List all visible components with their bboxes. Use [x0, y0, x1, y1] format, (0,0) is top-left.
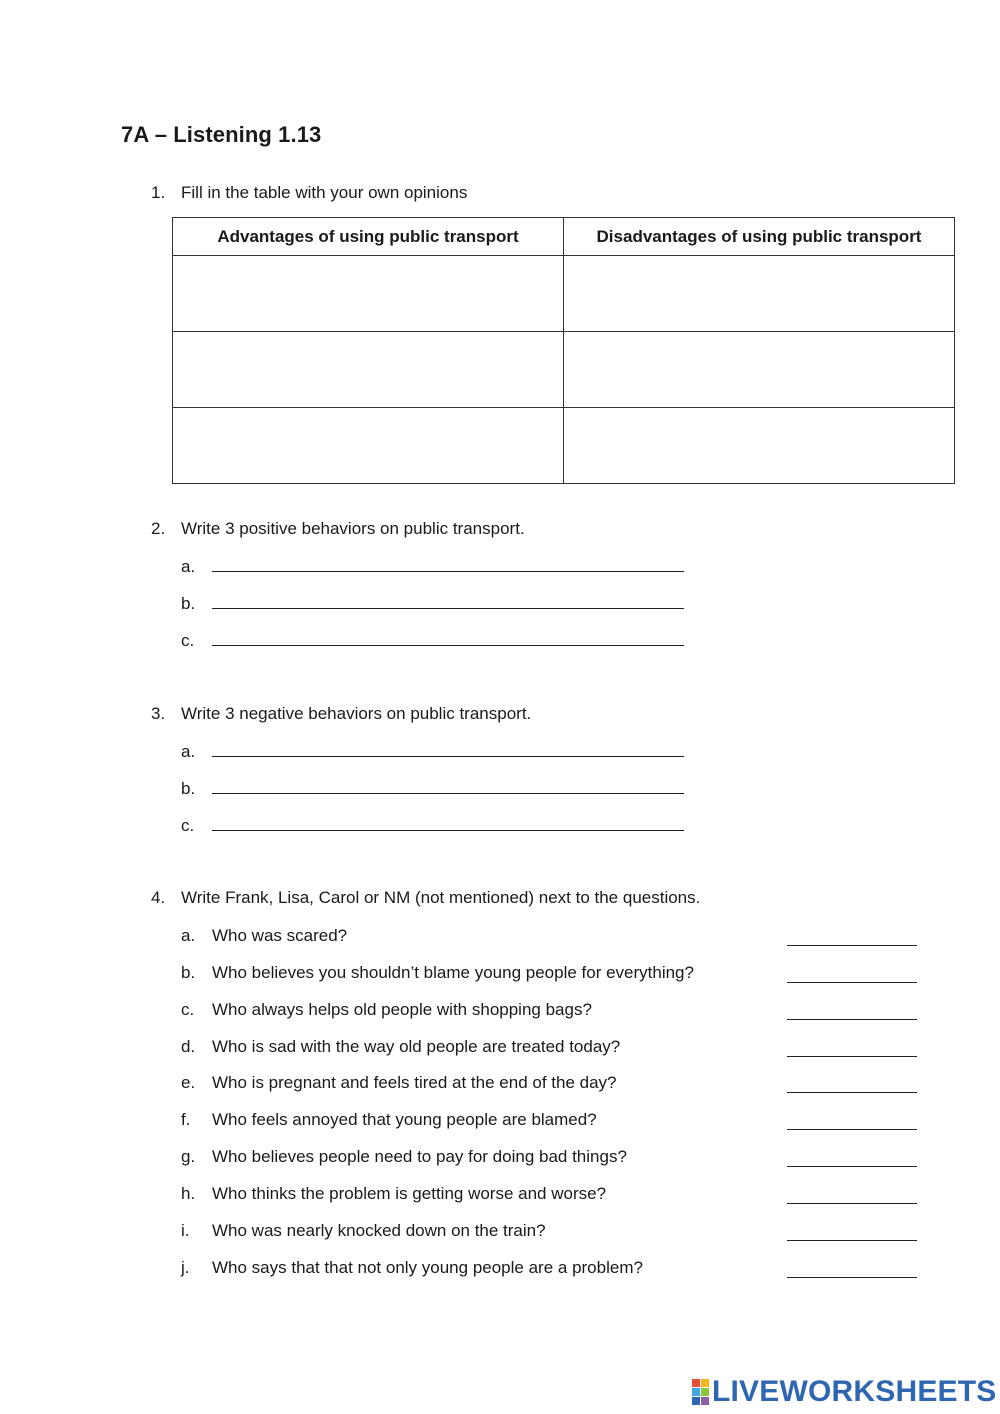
answer-blank[interactable] — [212, 742, 684, 757]
question-text: Write Frank, Lisa, Carol or NM (not mentioned) next to the questions. — [181, 888, 701, 907]
answer-blank[interactable] — [787, 1018, 917, 1020]
matching-question — [181, 1147, 627, 1167]
matching-question — [181, 1258, 643, 1278]
logo-block — [692, 1379, 700, 1387]
question-text: Who was nearly knocked down on the train? — [212, 1221, 546, 1240]
item-letter: a. — [181, 557, 196, 576]
column-header-advantages: Advantages of using public transport — [173, 218, 564, 256]
matching-question — [181, 1221, 546, 1241]
matching-question — [181, 1184, 606, 1204]
question-text: Who says that that not only young people are a problem? — [212, 1258, 643, 1277]
page-title: 7A – Listening 1.13 — [121, 122, 322, 147]
table-cell-disadvantage[interactable] — [564, 256, 955, 332]
matching-question — [181, 926, 347, 946]
answer-line-item — [181, 816, 684, 836]
answer-blank[interactable] — [787, 1239, 917, 1241]
question-number: 4. — [151, 888, 166, 907]
answer-blank[interactable] — [212, 557, 684, 572]
answer-blank[interactable] — [787, 1128, 917, 1130]
answer-line-item — [181, 557, 684, 577]
table-header-row — [173, 218, 955, 256]
logo-block — [701, 1388, 709, 1396]
column-header-disadvantages: Disadvantages of using public transport — [564, 218, 955, 256]
question-text: Who believes you shouldn’t blame young people for everything? — [212, 963, 694, 982]
answer-line-item — [181, 631, 684, 651]
answer-blank[interactable] — [212, 816, 684, 831]
answer-blank[interactable] — [787, 1165, 917, 1167]
table-cell-advantage[interactable] — [173, 332, 564, 408]
item-letter: a. — [181, 742, 196, 761]
logo-block — [701, 1397, 709, 1405]
question-text: Who always helps old people with shopping bags? — [212, 1000, 592, 1019]
table-cell-disadvantage[interactable] — [564, 408, 955, 484]
answer-blank[interactable] — [212, 631, 684, 646]
question-number: 1. — [151, 183, 166, 202]
answer-blank[interactable] — [212, 779, 684, 794]
item-letter: a. — [181, 926, 196, 945]
answer-line-item — [181, 779, 684, 799]
answer-blank[interactable] — [787, 1055, 917, 1057]
question-text: Who believes people need to pay for doing bad things? — [212, 1147, 627, 1166]
item-letter: d. — [181, 1037, 196, 1056]
item-letter: g. — [181, 1147, 196, 1166]
liveworksheets-logo — [692, 1375, 997, 1409]
logo-block — [692, 1397, 700, 1405]
question-text: Who feels annoyed that young people are blamed? — [212, 1110, 597, 1129]
answer-line-item — [181, 742, 684, 762]
matching-question — [181, 1037, 620, 1057]
item-letter: e. — [181, 1073, 196, 1092]
item-letter: c. — [181, 631, 195, 650]
question-3 — [151, 704, 531, 724]
item-letter: b. — [181, 963, 196, 982]
matching-question — [181, 1073, 617, 1093]
answer-line-item — [181, 594, 684, 614]
answer-blank[interactable] — [787, 1202, 917, 1204]
opinions-table — [172, 217, 955, 484]
question-text: Who thinks the problem is getting worse and worse? — [212, 1184, 607, 1203]
logo-block — [701, 1379, 709, 1387]
item-letter: h. — [181, 1184, 196, 1203]
question-number: 3. — [151, 704, 166, 723]
matching-question — [181, 1000, 592, 1020]
table-row — [173, 332, 955, 408]
answer-blank[interactable] — [787, 944, 917, 946]
question-text: Write 3 positive behaviors on public transport. — [181, 519, 525, 538]
question-number: 2. — [151, 519, 166, 538]
question-1 — [151, 183, 467, 203]
logo-text: LIVEWORKSHEETS — [712, 1375, 997, 1408]
question-text: Write 3 negative behaviors on public transport. — [181, 704, 532, 723]
item-letter: f. — [181, 1110, 191, 1129]
matching-question — [181, 963, 694, 983]
question-2 — [151, 519, 525, 539]
answer-blank[interactable] — [212, 594, 684, 609]
table-row — [173, 256, 955, 332]
logo-block — [692, 1388, 700, 1396]
item-letter: j. — [181, 1258, 190, 1277]
question-text: Who is sad with the way old people are treated today? — [212, 1037, 621, 1056]
table-row — [173, 408, 955, 484]
question-4 — [151, 888, 700, 908]
table-cell-disadvantage[interactable] — [564, 332, 955, 408]
answer-blank[interactable] — [787, 1091, 917, 1093]
table-cell-advantage[interactable] — [173, 408, 564, 484]
item-letter: i. — [181, 1221, 190, 1240]
matching-question — [181, 1110, 597, 1130]
answer-blank[interactable] — [787, 1276, 917, 1278]
item-letter: b. — [181, 594, 196, 613]
item-letter: c. — [181, 1000, 195, 1019]
answer-blank[interactable] — [787, 981, 917, 983]
question-text: Fill in the table with your own opinions — [181, 183, 468, 202]
table-cell-advantage[interactable] — [173, 256, 564, 332]
question-text: Who was scared? — [212, 926, 348, 945]
logo-blocks-icon — [692, 1379, 709, 1405]
item-letter: c. — [181, 816, 195, 835]
question-text: Who is pregnant and feels tired at the end of the day? — [212, 1073, 617, 1092]
item-letter: b. — [181, 779, 196, 798]
